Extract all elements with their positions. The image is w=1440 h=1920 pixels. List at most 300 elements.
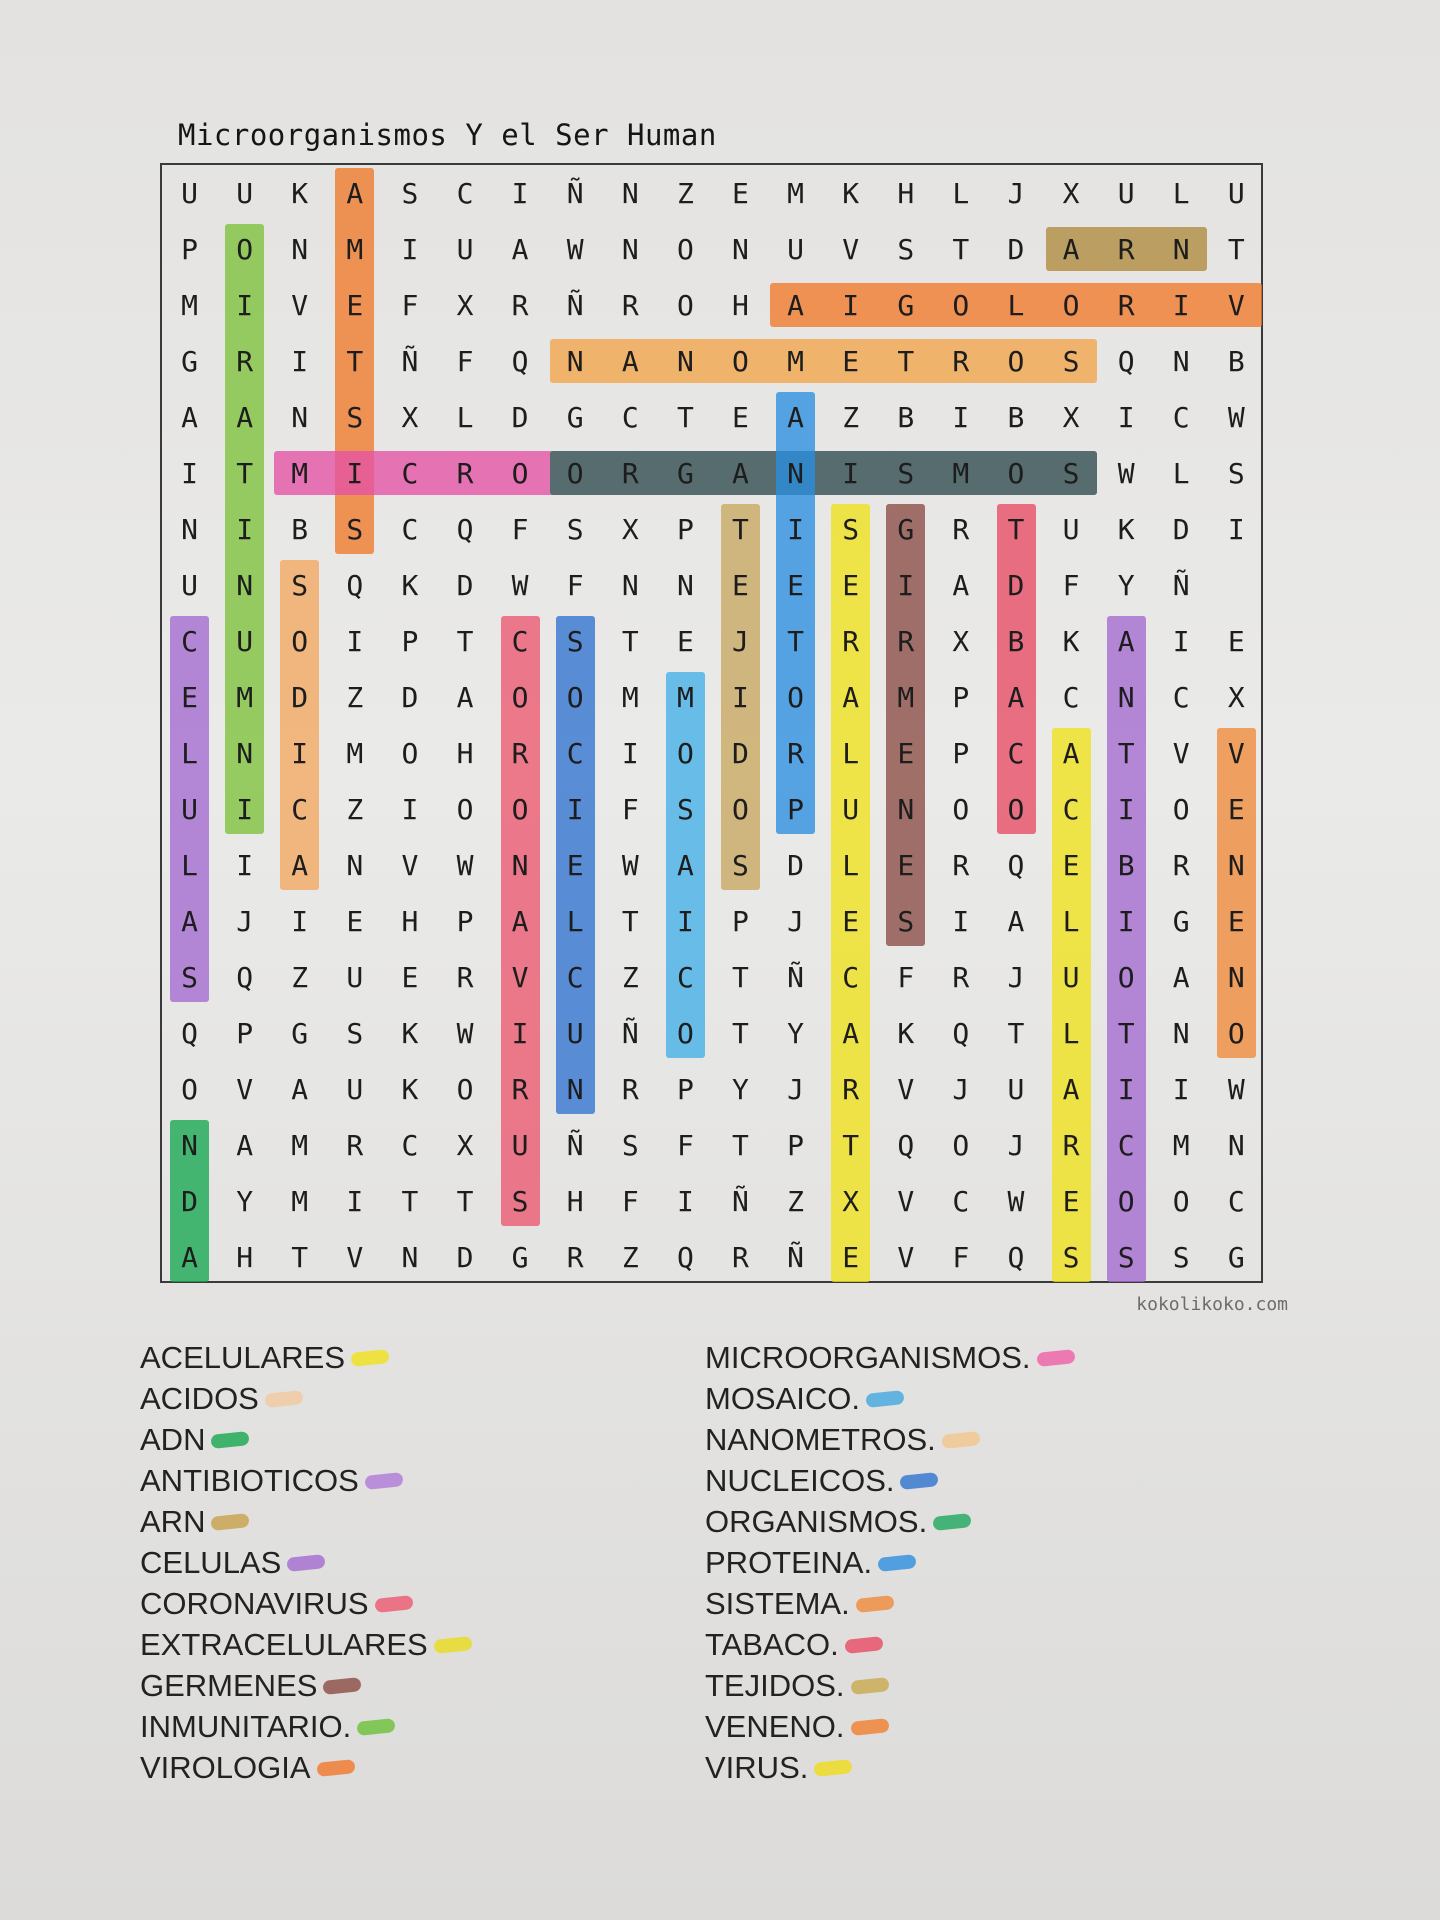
grid-letter: G xyxy=(291,1016,309,1050)
grid-letter: E xyxy=(842,1240,860,1274)
grid-letter: A xyxy=(621,344,639,378)
grid-letter: P xyxy=(952,736,970,770)
grid-letter: D xyxy=(181,1184,198,1218)
grid-letter: D xyxy=(1172,512,1190,546)
grid-letter: D xyxy=(456,568,474,602)
grid-letter: I xyxy=(401,792,419,826)
grid-letter: M xyxy=(291,1184,309,1218)
grid-letter: Q xyxy=(676,1240,694,1274)
grid-letter: R xyxy=(511,1072,529,1106)
grid-letter: X xyxy=(456,288,474,322)
grid-letter: Ñ xyxy=(787,960,804,994)
grid-letter: P xyxy=(236,1016,254,1050)
grid-letter: I xyxy=(1172,1072,1190,1106)
grid-letter: L xyxy=(456,400,474,434)
grid-letter: D xyxy=(401,680,419,714)
grid-letter: G xyxy=(181,344,198,378)
grid-letter: Q xyxy=(236,960,254,994)
grid-letter: A xyxy=(732,456,749,490)
grid-letter: O xyxy=(566,456,584,490)
grid-letter: E xyxy=(842,904,860,938)
grid-letter: J xyxy=(1007,960,1025,994)
grid-letter: O xyxy=(566,680,584,714)
grid-letter: C xyxy=(566,960,584,994)
word-label: VENENO. xyxy=(705,1708,845,1744)
grid-letter: U xyxy=(787,232,804,266)
grid-letter: J xyxy=(952,1072,970,1106)
grid-letter: E xyxy=(346,904,364,938)
grid-letter: O xyxy=(787,680,804,714)
grid-letter: S xyxy=(291,568,309,602)
grid-letter: U xyxy=(181,792,198,826)
grid-letter: C xyxy=(842,960,860,994)
grid-letter: O xyxy=(511,456,529,490)
grid-letter: I xyxy=(511,1016,529,1050)
color-swatch xyxy=(933,1513,972,1531)
grid-letter: R xyxy=(1172,848,1190,882)
grid-letter: H xyxy=(456,736,474,770)
grid-letter: I xyxy=(732,680,749,714)
grid-letter: T xyxy=(346,344,364,378)
grid-letter: Q xyxy=(346,568,364,602)
grid-letter: C xyxy=(456,176,474,210)
grid-letter: O xyxy=(732,792,749,826)
grid-letter: I xyxy=(897,568,915,602)
grid-letter: C xyxy=(566,736,584,770)
grid-letter: C xyxy=(676,960,694,994)
grid-letter: F xyxy=(676,1128,694,1162)
grid-letter: R xyxy=(456,456,474,490)
grid-letter: V xyxy=(511,960,529,994)
grid-letter: V xyxy=(1227,736,1245,770)
grid-letter: Ñ xyxy=(732,1184,749,1218)
grid-letter: Q xyxy=(1007,1240,1025,1274)
grid-letter: R xyxy=(732,1240,749,1274)
grid-letter: O xyxy=(676,288,694,322)
grid-letter: U xyxy=(346,960,364,994)
grid-letter: A xyxy=(236,1128,254,1162)
word-item xyxy=(705,1419,1075,1460)
color-swatch xyxy=(850,1677,889,1695)
grid-letter: P xyxy=(676,1072,694,1106)
grid-letter: V xyxy=(1227,288,1245,322)
grid-letter: C xyxy=(291,792,309,826)
grid-letter: U xyxy=(1062,512,1080,546)
grid-letter: A xyxy=(787,400,804,434)
grid-letter: Q xyxy=(1117,344,1135,378)
grid-letter: R xyxy=(897,624,915,658)
grid-letter: W xyxy=(511,568,529,602)
grid-letter: C xyxy=(401,456,419,490)
color-swatch xyxy=(877,1554,916,1572)
grid-letter: L xyxy=(1172,456,1190,490)
grid-letter: T xyxy=(897,344,915,378)
grid-letter: M xyxy=(346,232,364,266)
grid-letter: I xyxy=(346,456,364,490)
grid-letter: S xyxy=(511,1184,529,1218)
grid-letter: S xyxy=(621,1128,639,1162)
grid-letter: K xyxy=(897,1016,915,1050)
grid-letter: L xyxy=(566,904,584,938)
grid-letter: O xyxy=(456,792,474,826)
grid-letter: L xyxy=(842,736,860,770)
word-label: PROTEINA. xyxy=(705,1544,873,1580)
grid-letter: U xyxy=(566,1016,584,1050)
color-swatch xyxy=(941,1431,980,1449)
grid-letter: R xyxy=(952,960,970,994)
grid-letter: R xyxy=(456,960,474,994)
grid-letter: T xyxy=(401,1184,419,1218)
grid-letter: V xyxy=(897,1072,915,1106)
grid-letter: T xyxy=(621,624,639,658)
grid-letter: N xyxy=(566,1072,584,1106)
word-label: NANOMETROS. xyxy=(705,1421,936,1457)
grid-letter: U xyxy=(456,232,474,266)
color-swatch xyxy=(814,1759,853,1777)
grid-letter: J xyxy=(1007,176,1025,210)
word-item xyxy=(705,1747,1075,1788)
word-label: ADN xyxy=(140,1421,206,1457)
grid-letter: L xyxy=(1007,288,1025,322)
grid-letter: A xyxy=(1007,680,1025,714)
grid-letter: I xyxy=(236,288,254,322)
grid-letter: K xyxy=(842,176,860,210)
word-item xyxy=(140,1337,472,1378)
grid-letter: C xyxy=(1172,400,1190,434)
grid-letter: I xyxy=(676,1184,694,1218)
grid-letter: X xyxy=(952,624,970,658)
grid-letter: N xyxy=(897,792,915,826)
grid-letter: S xyxy=(1227,456,1245,490)
grid-letter: K xyxy=(401,568,419,602)
grid-letter: B xyxy=(1007,624,1025,658)
word-item xyxy=(140,1624,472,1665)
word-label: MOSAICO. xyxy=(705,1380,861,1416)
grid-letter: E xyxy=(732,568,749,602)
grid-letter: U xyxy=(1117,176,1135,210)
grid-letter: C xyxy=(1007,736,1025,770)
grid-letter: W xyxy=(621,848,639,882)
grid-letter: A xyxy=(181,1240,198,1274)
grid-letter: U xyxy=(842,792,860,826)
word-item xyxy=(140,1419,472,1460)
grid-letter: K xyxy=(291,176,309,210)
color-swatch xyxy=(855,1595,894,1613)
grid-letter: J xyxy=(236,904,254,938)
word-item xyxy=(705,1624,1075,1665)
grid-letter: Y xyxy=(1117,568,1135,602)
grid-letter: A xyxy=(181,400,198,434)
word-item xyxy=(705,1706,1075,1747)
color-swatch xyxy=(844,1636,883,1654)
grid-letter: C xyxy=(181,624,198,658)
grid-letter: O xyxy=(511,792,529,826)
grid-letter: Ñ xyxy=(1172,568,1190,602)
grid-letter: Z xyxy=(621,1240,639,1274)
word-item xyxy=(705,1542,1075,1583)
grid-letter: T xyxy=(732,512,749,546)
grid-letter: I xyxy=(291,736,309,770)
grid-letter: X xyxy=(456,1128,474,1162)
color-swatch xyxy=(211,1431,250,1449)
grid-letter: T xyxy=(1227,232,1245,266)
word-label: EXTRACELULARES xyxy=(140,1626,428,1662)
grid-letter: D xyxy=(291,680,309,714)
grid-letter: X xyxy=(842,1184,860,1218)
grid-letter: S xyxy=(181,960,198,994)
grid-letter: G xyxy=(1227,1240,1245,1274)
grid-letter: N xyxy=(346,848,364,882)
grid-letter: R xyxy=(952,344,970,378)
letter-grid xyxy=(162,165,1261,1281)
grid-letter: U xyxy=(511,1128,529,1162)
grid-letter: R xyxy=(621,456,639,490)
grid-letter: S xyxy=(897,456,915,490)
grid-letter: V xyxy=(346,1240,364,1274)
grid-letter: C xyxy=(1172,680,1190,714)
grid-letter: T xyxy=(1007,1016,1025,1050)
grid-letter: T xyxy=(1117,1016,1135,1050)
site-credit: kokolikoko.com xyxy=(1136,1294,1288,1315)
grid-letter: S xyxy=(566,512,584,546)
word-item xyxy=(140,1542,472,1583)
grid-letter: P xyxy=(181,232,198,266)
grid-letter: I xyxy=(1172,288,1190,322)
grid-letter: Q xyxy=(181,1016,198,1050)
color-swatch xyxy=(350,1349,389,1367)
grid-letter: I xyxy=(1117,904,1135,938)
grid-letter: O xyxy=(732,344,749,378)
grid-letter: E xyxy=(1227,904,1245,938)
grid-letter: U xyxy=(181,176,198,210)
grid-letter: L xyxy=(181,848,198,882)
grid-letter: R xyxy=(621,1072,639,1106)
word-list-left xyxy=(140,1337,472,1788)
grid-letter: S xyxy=(732,848,749,882)
grid-letter: R xyxy=(236,344,254,378)
grid-letter: H xyxy=(401,904,419,938)
grid-letter: O xyxy=(1007,344,1025,378)
grid-letter: B xyxy=(897,400,915,434)
grid-letter: F xyxy=(456,344,474,378)
grid-letter: F xyxy=(1062,568,1080,602)
grid-letter: A xyxy=(1007,904,1025,938)
grid-letter: N xyxy=(732,232,749,266)
grid-letter: C xyxy=(952,1184,970,1218)
grid-letter: T xyxy=(787,624,804,658)
grid-letter: L xyxy=(1062,1016,1080,1050)
grid-letter: X xyxy=(1062,176,1080,210)
grid-letter: O xyxy=(1172,1184,1190,1218)
grid-letter: S xyxy=(1062,456,1080,490)
grid-letter: S xyxy=(1062,1240,1080,1274)
grid-letter: M xyxy=(952,456,970,490)
grid-letter: T xyxy=(1117,736,1135,770)
grid-letter: I xyxy=(401,232,419,266)
grid-letter: D xyxy=(1007,232,1025,266)
grid-letter: M xyxy=(291,1128,309,1162)
grid-letter: O xyxy=(401,736,419,770)
grid-letter: K xyxy=(1062,624,1080,658)
grid-letter: B xyxy=(291,512,309,546)
grid-letter: M xyxy=(676,680,694,714)
grid-letter: X xyxy=(1227,680,1245,714)
grid-letter: E xyxy=(732,400,749,434)
grid-letter: C xyxy=(1062,792,1080,826)
grid-letter: R xyxy=(952,512,970,546)
grid-letter: T xyxy=(842,1128,860,1162)
grid-letter: N xyxy=(1172,344,1190,378)
grid-letter: O xyxy=(181,1072,198,1106)
grid-letter: N xyxy=(566,344,584,378)
word-search-grid xyxy=(160,163,1263,1283)
grid-letter: I xyxy=(1117,1072,1135,1106)
grid-letter: I xyxy=(346,1184,364,1218)
grid-letter: A xyxy=(1062,1072,1080,1106)
grid-letter: N xyxy=(621,232,639,266)
grid-letter: D xyxy=(511,400,529,434)
grid-letter: U xyxy=(1062,960,1080,994)
color-swatch xyxy=(850,1718,889,1736)
grid-letter: A xyxy=(1062,232,1080,266)
word-item xyxy=(705,1460,1075,1501)
grid-letter: R xyxy=(566,1240,584,1274)
grid-letter: N xyxy=(787,456,804,490)
grid-letter: U xyxy=(1007,1072,1025,1106)
grid-letter: O xyxy=(1172,792,1190,826)
grid-letter: S xyxy=(346,512,364,546)
grid-letter: E xyxy=(897,848,915,882)
grid-letter: N xyxy=(181,512,198,546)
word-label: GERMENES xyxy=(140,1667,318,1703)
grid-letter: A xyxy=(787,288,804,322)
grid-letter: R xyxy=(621,288,639,322)
word-label: INMUNITARIO. xyxy=(140,1708,352,1744)
grid-letter: T xyxy=(732,1016,749,1050)
grid-letter: C xyxy=(1117,1128,1135,1162)
grid-letter: R xyxy=(842,1072,860,1106)
color-swatch xyxy=(900,1472,939,1490)
grid-letter: J xyxy=(732,624,749,658)
grid-letter: N xyxy=(401,1240,419,1274)
grid-letter: O xyxy=(456,1072,474,1106)
grid-letter: P xyxy=(676,512,694,546)
grid-letter: C xyxy=(1062,680,1080,714)
grid-letter: K xyxy=(401,1016,419,1050)
grid-letter: G xyxy=(1172,904,1190,938)
grid-letter: F xyxy=(511,512,529,546)
grid-letter: E xyxy=(732,176,749,210)
grid-letter: A xyxy=(1172,960,1190,994)
word-label: VIRUS. xyxy=(705,1749,809,1785)
grid-letter: X xyxy=(621,512,639,546)
grid-letter: E xyxy=(566,848,584,882)
grid-letter: M xyxy=(346,736,364,770)
color-swatch xyxy=(323,1677,362,1695)
grid-letter: G xyxy=(511,1240,529,1274)
grid-letter: Y xyxy=(236,1184,254,1218)
grid-letter: R xyxy=(1117,288,1135,322)
grid-letter: C xyxy=(401,512,419,546)
grid-letter: P xyxy=(787,792,804,826)
grid-letter: N xyxy=(621,176,639,210)
grid-letter: I xyxy=(952,904,970,938)
grid-letter: A xyxy=(842,1016,860,1050)
grid-letter: W xyxy=(1007,1184,1025,1218)
grid-letter: S xyxy=(897,232,915,266)
grid-letter: Ñ xyxy=(401,344,419,378)
grid-letter: W xyxy=(1227,400,1245,434)
grid-letter: E xyxy=(787,568,804,602)
grid-letter: N xyxy=(676,344,694,378)
grid-letter: V xyxy=(897,1240,915,1274)
word-label: NUCLEICOS. xyxy=(705,1462,895,1498)
grid-letter: R xyxy=(346,1128,364,1162)
color-swatch xyxy=(264,1390,303,1408)
grid-letter: J xyxy=(787,904,804,938)
grid-letter: T xyxy=(732,960,749,994)
grid-letter: S xyxy=(1062,344,1080,378)
grid-letter: Y xyxy=(787,1016,804,1050)
grid-letter: M xyxy=(621,680,639,714)
grid-letter: S xyxy=(346,400,364,434)
grid-letter: G xyxy=(676,456,694,490)
grid-letter: S xyxy=(676,792,694,826)
word-label: TABACO. xyxy=(705,1626,839,1662)
grid-letter: O xyxy=(1117,960,1135,994)
grid-letter: M xyxy=(787,344,804,378)
word-label: ORGANISMOS. xyxy=(705,1503,928,1539)
grid-letter: A xyxy=(291,1072,309,1106)
grid-letter: I xyxy=(1172,624,1190,658)
grid-letter: Ñ xyxy=(566,288,584,322)
grid-letter: E xyxy=(346,288,364,322)
grid-letter: N xyxy=(291,232,309,266)
word-label: ACIDOS xyxy=(140,1380,259,1416)
word-label: TEJIDOS. xyxy=(705,1667,845,1703)
grid-letter: I xyxy=(1117,792,1135,826)
grid-letter: I xyxy=(621,736,639,770)
grid-letter: D xyxy=(456,1240,474,1274)
grid-letter: E xyxy=(1062,848,1080,882)
grid-letter: V xyxy=(401,848,419,882)
grid-letter: V xyxy=(291,288,309,322)
grid-letter: U xyxy=(181,568,198,602)
grid-letter: F xyxy=(952,1240,970,1274)
grid-letter: A xyxy=(456,680,474,714)
grid-letter: A xyxy=(236,400,254,434)
grid-letter: O xyxy=(1117,1184,1135,1218)
grid-letter: C xyxy=(1227,1184,1245,1218)
grid-letter: N xyxy=(236,568,254,602)
grid-letter: S xyxy=(566,624,584,658)
grid-letter: N xyxy=(1227,1128,1245,1162)
page-title: Microorganismos Y el Ser Human xyxy=(178,118,717,152)
grid-letter: R xyxy=(511,736,529,770)
grid-letter: R xyxy=(511,288,529,322)
grid-letter: P xyxy=(401,624,419,658)
grid-letter: I xyxy=(236,512,254,546)
grid-letter: R xyxy=(952,848,970,882)
grid-letter: I xyxy=(236,848,254,882)
grid-letter: I xyxy=(291,904,309,938)
grid-letter: T xyxy=(291,1240,309,1274)
word-item xyxy=(140,1460,472,1501)
grid-letter: L xyxy=(1062,904,1080,938)
grid-letter: I xyxy=(566,792,584,826)
word-label: CELULAS xyxy=(140,1544,282,1580)
color-swatch xyxy=(287,1554,326,1572)
